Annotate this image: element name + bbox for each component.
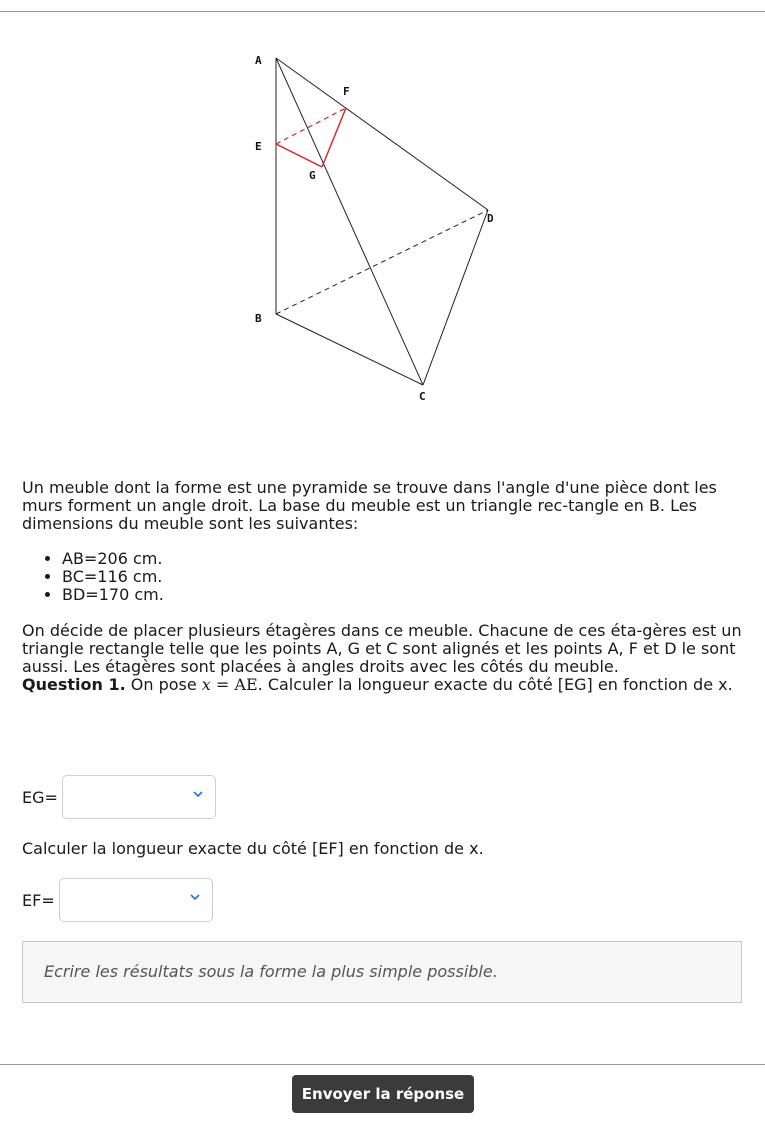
chevron-down-icon <box>190 892 200 902</box>
math-eq: = <box>210 675 235 694</box>
problem-intro: Un meuble dont la forme est une pyramide se trouve dans l'angle d'une pièce dont les murs forment un angle droit. La base du meuble est un triangle rec-tangle en B. Les dimensions du meuble sont les suivantes: <box>22 478 717 533</box>
ef-answer-select[interactable] <box>59 878 213 922</box>
question-post: . Calculer la longueur exacte du côté [EG] en fonction de x. <box>257 675 733 694</box>
question-pre: On pose <box>125 675 202 694</box>
math-rhs: AE <box>234 675 258 694</box>
edge-ac <box>276 58 423 385</box>
eg-label: EG= <box>22 787 58 807</box>
bottom-divider <box>0 1064 765 1065</box>
point-label-a: A <box>255 54 262 67</box>
chevron-down-icon <box>193 789 203 799</box>
question-ef: Calculer la longueur exacte du côté [EF] en fonction de x. <box>22 839 484 858</box>
ef-label: EF= <box>22 890 55 910</box>
pyramid-diagram <box>0 40 765 420</box>
point-label-e: E <box>255 140 262 153</box>
problem-statement <box>22 479 744 694</box>
math-var: x <box>201 675 211 694</box>
dimension-item: • AB=206 cm. <box>62 550 744 568</box>
question-label: Question 1. <box>22 675 126 694</box>
edge-bc <box>276 314 423 385</box>
shelf-edge-gf <box>322 108 346 167</box>
top-divider <box>0 11 765 12</box>
eg-answer-select[interactable] <box>62 775 216 819</box>
problem-description: On décide de placer plusieurs étagères dans ce meuble. Chacune de ces éta-gères est un triangle rectangle telle que les points A, G et C sont alignés et les points A, F et D le sont aussi. Les étagères sont placées à angles droits avec les côtés du meuble. <box>22 621 742 676</box>
eg-answer-row <box>22 775 216 819</box>
math-expression <box>202 675 258 694</box>
point-label-c: C <box>419 390 426 403</box>
ef-question-block <box>22 840 744 858</box>
pyramid-figure <box>0 40 765 420</box>
submit-answer-button[interactable]: Envoyer la réponse <box>292 1075 474 1113</box>
edge-cd <box>423 210 488 385</box>
dimension-item: • BC=116 cm. <box>62 568 744 586</box>
point-label-b: B <box>255 312 262 325</box>
point-label-d: D <box>487 212 494 225</box>
point-label-f: F <box>343 85 350 98</box>
shelf-edge-ef <box>276 108 346 144</box>
hint-box: Ecrire les résultats sous la forme la plus simple possible. <box>22 941 742 1003</box>
edge-ad <box>276 58 488 210</box>
edge-bd-hidden <box>276 210 488 314</box>
shelf-edge-eg <box>276 144 322 167</box>
question-1 <box>22 676 744 694</box>
dimensions-list <box>22 550 744 604</box>
ef-answer-row <box>22 878 213 922</box>
point-label-g: G <box>309 169 316 182</box>
dimension-item: • BD=170 cm. <box>62 586 744 604</box>
